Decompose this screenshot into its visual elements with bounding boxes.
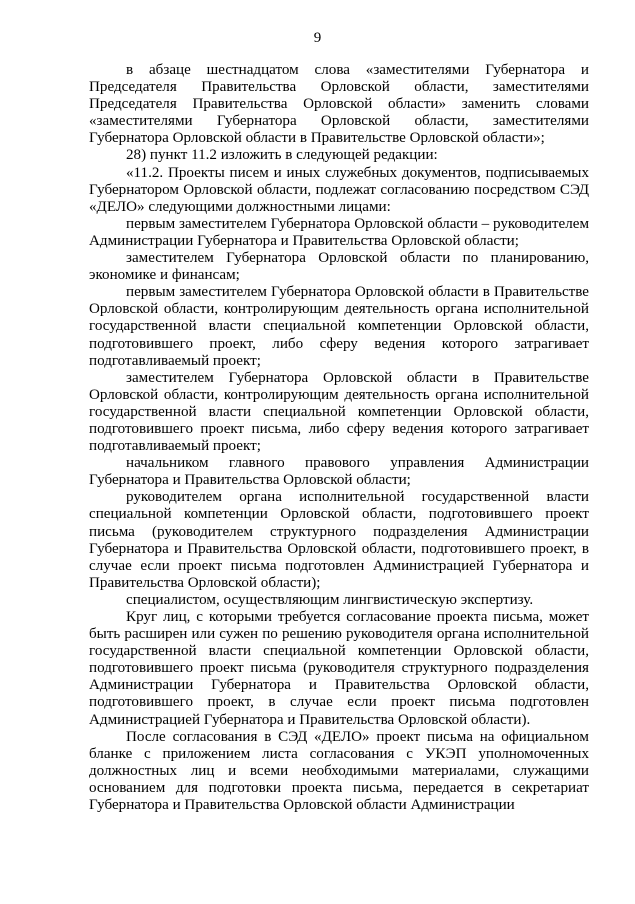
- paragraph-3: «11.2. Проекты писем и иных служебных документов, подписываемых Губернатором Орловской области, подлежат согласованию посредством СЭД «ДЕЛО» следующими должностными лицами:: [89, 164, 589, 215]
- document-body: [89, 62, 589, 814]
- paragraph-8: начальником главного правового управления Администрации Губернатора и Правительства Орловской области;: [89, 455, 589, 489]
- paragraph-11: Круг лиц, с которыми требуется согласование проекта письма, может быть расширен или сужен по решению руководителя органа исполнительной государственной власти специальной компетенции Орловской области, подготовившего проект письма (руководителя структурного подразделения Администрации Губернатора и Правительства Орловской области, подготовившего проект, в случае если проект письма подготовлен Администрацией Губернатора и Правительства Орловской области).: [89, 609, 589, 728]
- paragraph-4: первым заместителем Губернатора Орловской области – руководителем Администрации Губернатора и Правительства Орловской области;: [89, 215, 589, 249]
- paragraph-7: заместителем Губернатора Орловской области в Правительстве Орловской области, контролирующим деятельность органа исполнительной государственной власти специальной компетенции Орловской области, подготовившего проект письма, либо сферу ведения которого затрагивает подготавливаемый проект;: [89, 369, 589, 455]
- paragraph-10: специалистом, осуществляющим лингвистическую экспертизу.: [126, 591, 534, 608]
- paragraph-6: первым заместителем Губернатора Орловской области в Правительстве Орловской области, контролирующим деятельность органа исполнительной государственной власти специальной компетенции Орловской области, подготовившего проект, либо сферу ведения которого затрагивает подготавливаемый проект;: [89, 284, 589, 369]
- paragraph-1: в абзаце шестнадцатом слова «заместителями Губернатора и Председателя Правительства Орловской области, заместителями Председателя Правительства Орловской области» заменить словами «заместителями Губернатора Орловской области, заместителями Губернатора Орловской области в Правительстве Орловской области»;: [89, 62, 589, 147]
- paragraph-5: заместителем Губернатора Орловской области по планированию, экономике и финансам;: [89, 250, 589, 284]
- page-number: 9: [313, 30, 322, 46]
- paragraph-12: После согласования в СЭД «ДЕЛО» проект письма на официальном бланке с приложением листа согласования с УКЭП уполномоченных должностных лиц и всеми необходимыми материалами, служащими основанием для подготовки проекта письма, передается в секретариат Губернатора и Правительства Орловской области Администрации: [89, 728, 589, 814]
- paragraph-2: 28) пункт 11.2 изложить в следующей редакции:: [126, 147, 438, 164]
- paragraph-9: руководителем органа исполнительной государственной власти специальной компетенции Орловской области, подготовившего проект письма (руководителем структурного подразделения Администрации Губернатора и Правительства Орловской области, подготовившего проект, в случае если проект письма подготовлен Администрацией Губернатора и Правительства Орловской области);: [89, 489, 589, 591]
